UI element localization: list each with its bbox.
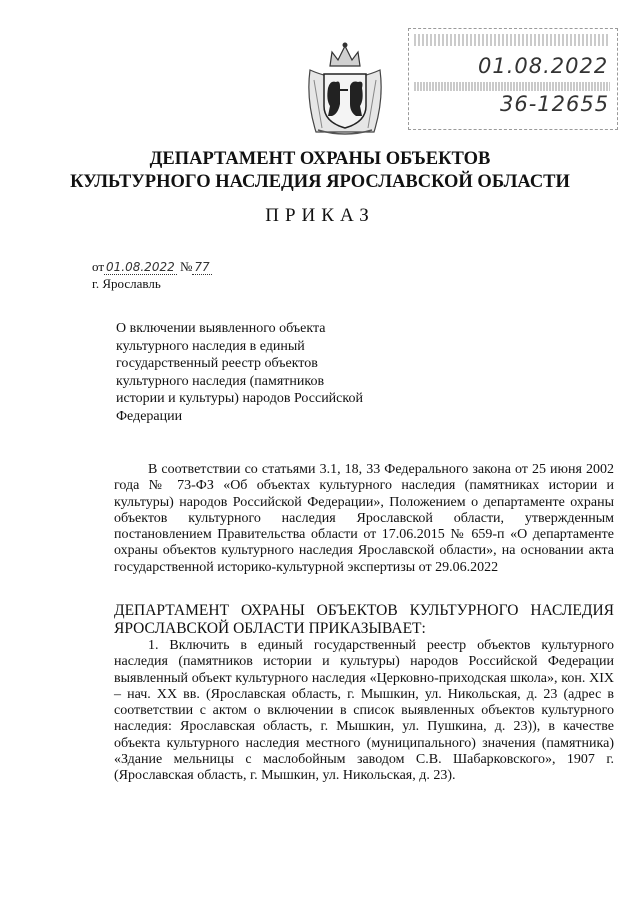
department-title-line1: ДЕПАРТАМЕНТ ОХРАНЫ ОБЪЕКТОВ: [149, 149, 491, 169]
coat-of-arms-icon: [302, 40, 388, 140]
number-prefix: №: [179, 259, 193, 274]
order-number: 77: [194, 260, 210, 274]
stamp-date: 01.08.2022: [478, 54, 609, 78]
stamp-subheader-line: [414, 82, 610, 91]
stamp-number: 36-12655: [500, 92, 610, 116]
document-type: ПРИКАЗ: [265, 205, 375, 226]
issue-city: г. Ярославль: [92, 276, 161, 291]
order-date: 01.08.2022: [106, 260, 175, 274]
order-subject: О включении выявленного объекта культурного наследия в единый государственный реестр объектов культурного наследия (памятников истории и культуры) народов Российской Федерации: [116, 321, 363, 424]
orders-heading: ДЕПАРТАМЕНТ ОХРАНЫ ОБЪЕКТОВ КУЛЬТУРНОГО НАСЛЕДИЯ ЯРОСЛАВСКОЙ ОБЛАСТИ ПРИКАЗЫВАЕТ:: [114, 602, 614, 637]
date-prefix: от: [92, 259, 105, 274]
preamble-paragraph: В соответствии со статьями 3.1, 18, 33 Федерального закона от 25 июня 2002 года № 73-ФЗ «Об объектах культурного наследия (памятниках истории и культуры) народов Российской Федерации», Положением о департаменте охраны объектов культурного наследия Ярославской области, утвержденным постановлением Правительства области от 17.06.2015 № 659-п «О департаменте охраны объектов культурного наследия Ярославской области», на основании акта государственной историко-культурной экспертизы от 29.06.2022: [114, 462, 614, 575]
order-date-number: [92, 259, 212, 275]
order-item-1: 1. Включить в единый государственный реестр объектов культурного наследия (памятников истории и культуры) народов Российской Федерации выявленный объект культурного наследия «Церковно-приходская школа», кон. XIX – нач. XX вв. (Ярославская область, г. Мышкин, ул. Никольская, д. 23 (адрес в соответствии с актом о включении в список выявленных объектов культурного наследия: Ярославская область, г. Мышкин, ул. Пушкина, д. 23)), в качестве объекта культурного наследия местного (муниципального) значения (памятника) «Здание мельницы с маслобойным заводом С.В. Шабарковского», 1907 г. (Ярославская область, г. Мышкин, ул. Никольская, д. 23).: [114, 638, 614, 784]
department-title-line2: КУЛЬТУРНОГО НАСЛЕДИЯ ЯРОСЛАВСКОЙ ОБЛАСТИ: [70, 172, 570, 192]
stamp-header-line: [414, 34, 610, 46]
